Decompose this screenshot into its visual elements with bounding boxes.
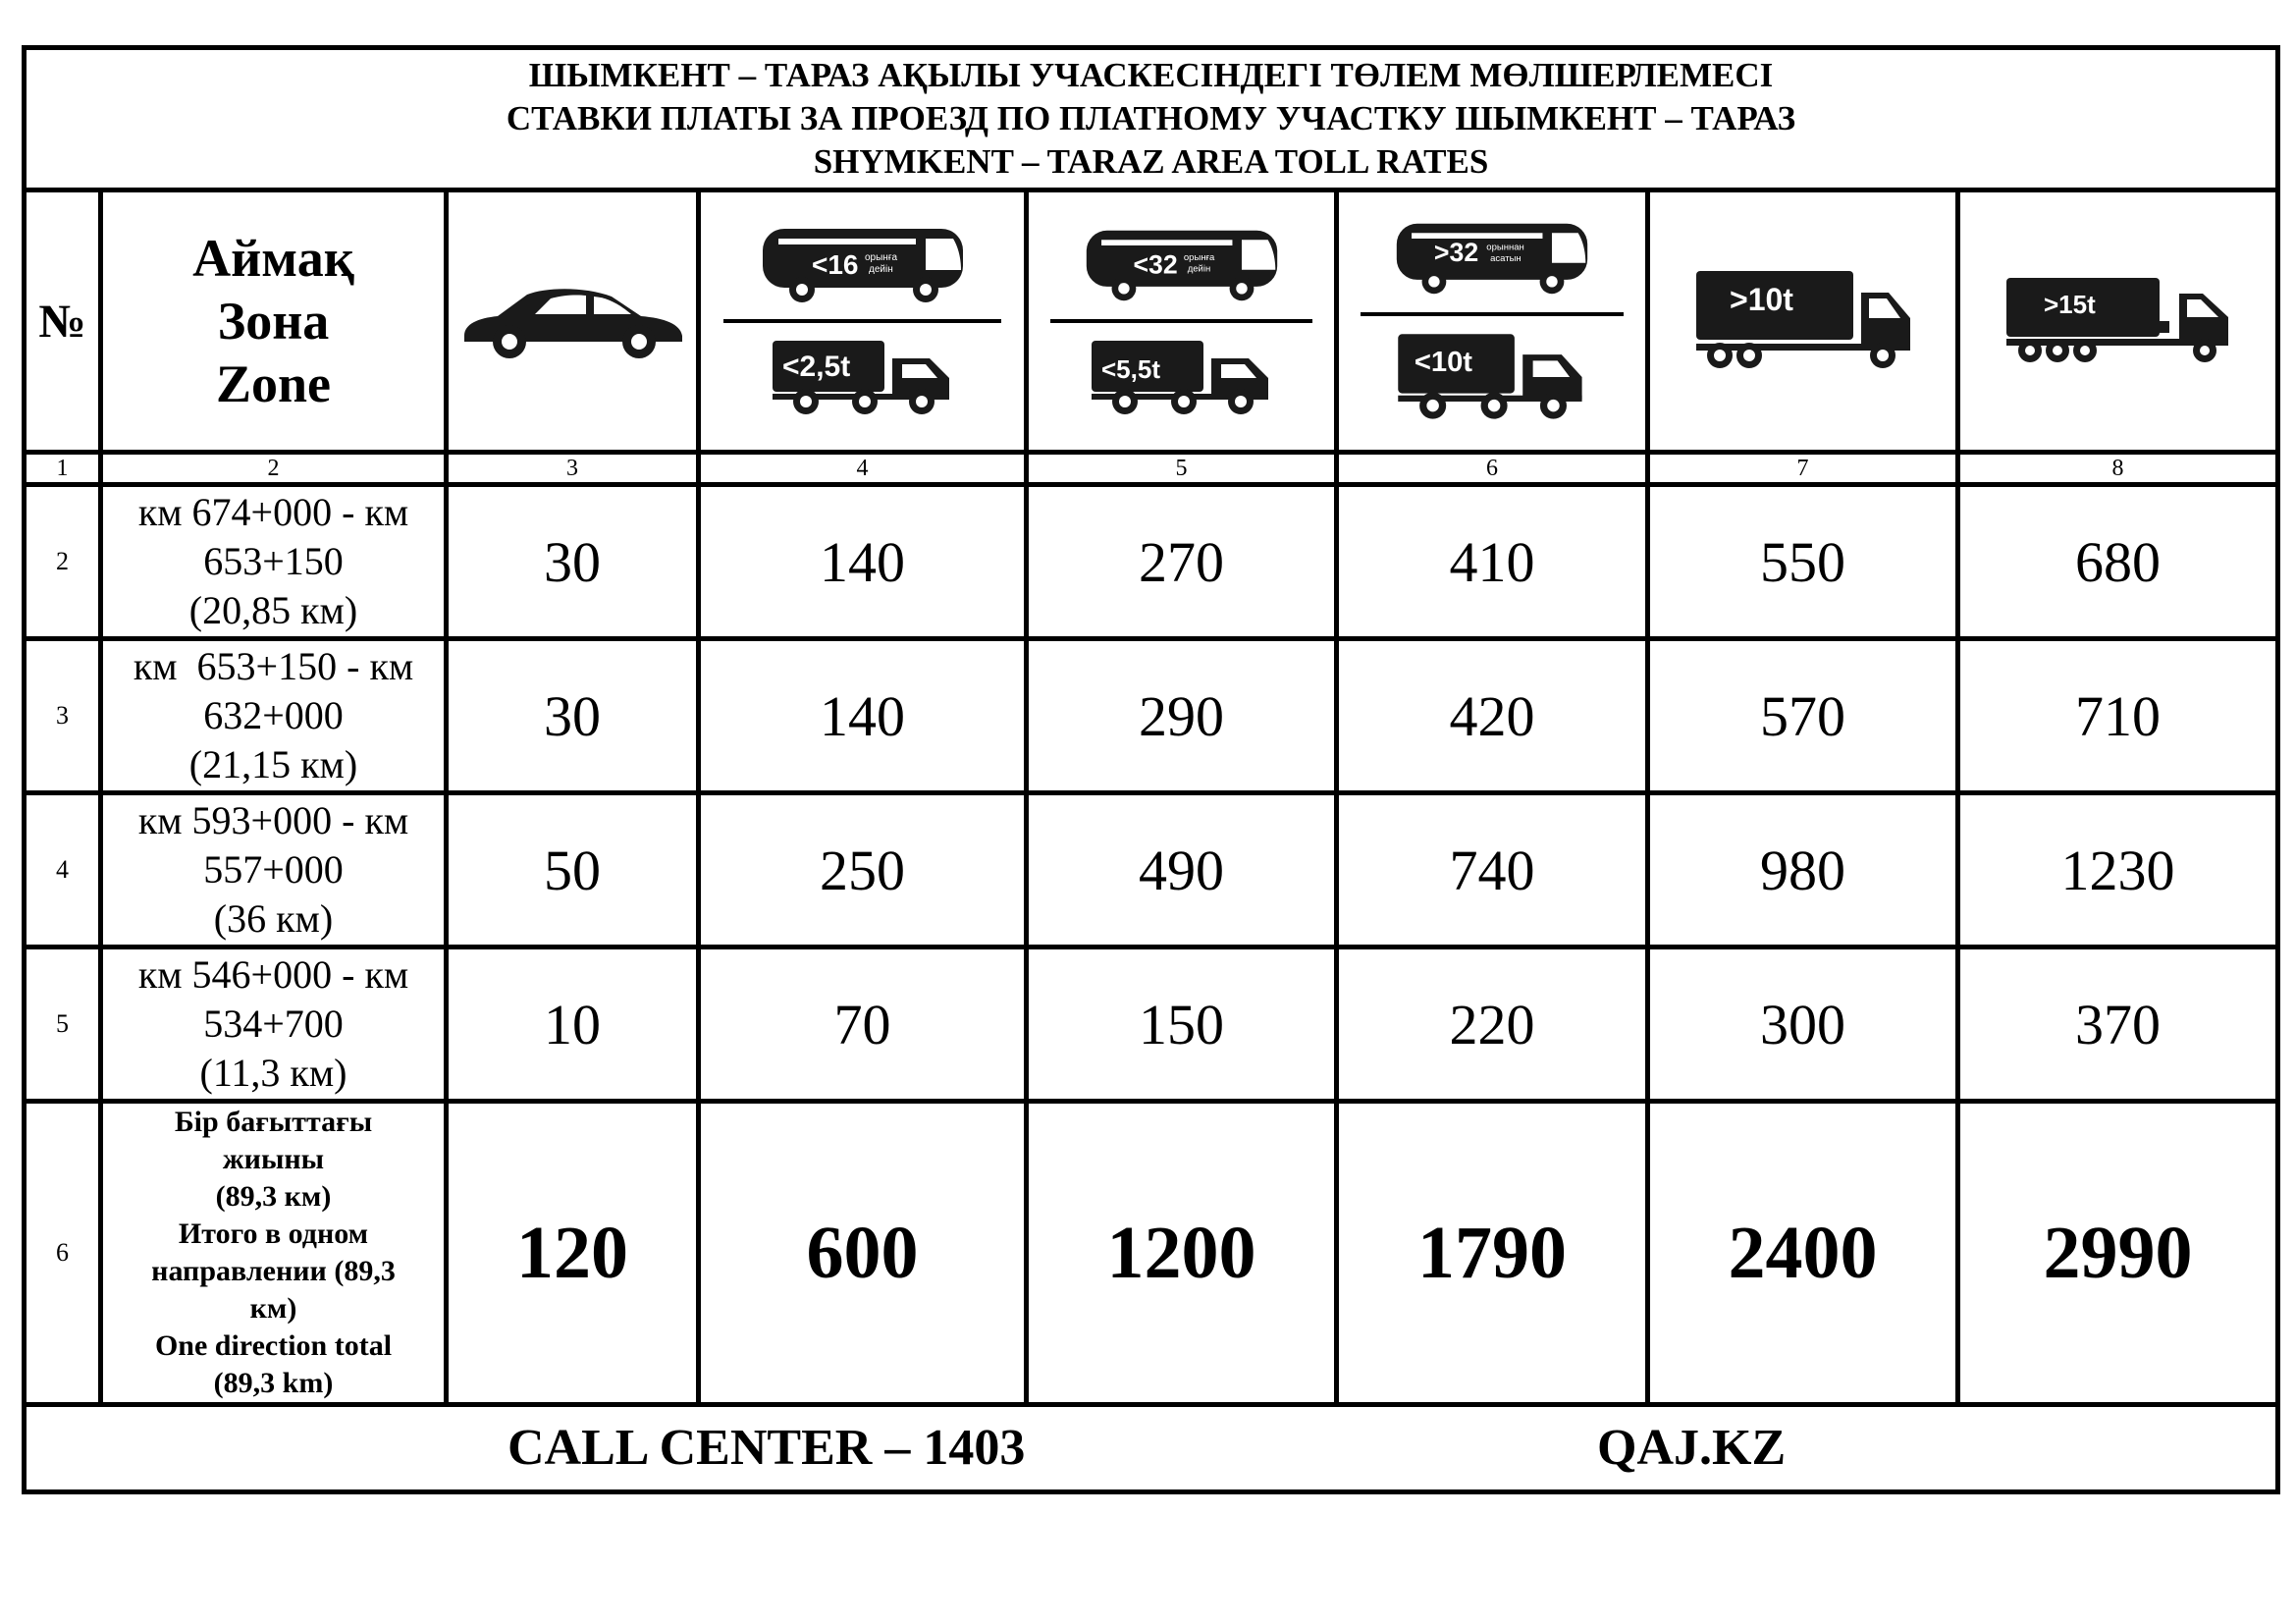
truck-icon bbox=[1690, 267, 1916, 375]
zone-cell bbox=[101, 639, 447, 793]
total-label-line: км) bbox=[249, 1292, 297, 1325]
total-label-line: направлении (89,3 bbox=[151, 1255, 396, 1287]
column-index: 6 bbox=[1337, 453, 1648, 485]
column-index: 5 bbox=[1027, 453, 1337, 485]
rate-cell: 410 bbox=[1337, 485, 1648, 639]
truck-icon bbox=[1392, 330, 1592, 424]
total-row bbox=[25, 1102, 2278, 1405]
truck-icon bbox=[767, 337, 959, 417]
zone-line: 534+700 bbox=[203, 1001, 344, 1046]
rate-cell: 140 bbox=[699, 485, 1027, 639]
total-cell: 2400 bbox=[1648, 1102, 1958, 1405]
zone-line: км 653+150 - км bbox=[133, 644, 414, 688]
truck-icon bbox=[1074, 337, 1290, 417]
rate-cell: 70 bbox=[699, 947, 1027, 1102]
truck-weight-label: >10t bbox=[1729, 282, 1793, 317]
truck-weight-label: <5,5t bbox=[1100, 354, 1160, 384]
zone-line: (36 км) bbox=[213, 896, 334, 941]
table-row bbox=[25, 485, 2278, 639]
row-number: 4 bbox=[25, 793, 101, 947]
total-label bbox=[101, 1102, 447, 1405]
zone-line: 557+000 bbox=[203, 847, 344, 892]
car-icon bbox=[458, 281, 686, 361]
truck-icon bbox=[2001, 274, 2236, 368]
rate-cell: 570 bbox=[1648, 639, 1958, 793]
table-row bbox=[25, 639, 2278, 793]
bus-capacity-sub1: орынға bbox=[1183, 252, 1214, 264]
row-number: 3 bbox=[25, 639, 101, 793]
bus-capacity-sub2: асатын bbox=[1490, 252, 1522, 264]
toll-rates-sheet bbox=[22, 45, 2275, 1530]
table-title bbox=[25, 48, 2278, 190]
rate-cell: 150 bbox=[1027, 947, 1337, 1102]
bus-icon bbox=[1393, 218, 1591, 298]
table-row bbox=[25, 947, 2278, 1102]
title-en: SHYMKENT – TARAZ AREA TOLL RATES bbox=[813, 142, 1489, 181]
zone-line: км 546+000 - км bbox=[137, 952, 409, 997]
total-cell: 600 bbox=[699, 1102, 1027, 1405]
zone-header-ru: Зона bbox=[217, 292, 330, 351]
column-index: 8 bbox=[1958, 453, 2278, 485]
column-index: 2 bbox=[101, 453, 447, 485]
call-center: CALL CENTER – 1403 bbox=[507, 1420, 1026, 1476]
truck-over-15t-header bbox=[1958, 190, 2278, 453]
car-column-header bbox=[447, 190, 699, 453]
number-header: № bbox=[25, 190, 101, 453]
rate-cell: 420 bbox=[1337, 639, 1648, 793]
total-cell: 2990 bbox=[1958, 1102, 2278, 1405]
row-number: 6 bbox=[25, 1102, 101, 1405]
toll-rates-table bbox=[22, 45, 2280, 1494]
bus-capacity-sub1: орынға bbox=[864, 252, 897, 263]
row-number: 2 bbox=[25, 485, 101, 639]
bus-32-truck-5-5t-header bbox=[1027, 190, 1337, 453]
rate-cell: 290 bbox=[1027, 639, 1337, 793]
bus-capacity-sub1: орыннан bbox=[1486, 242, 1524, 253]
rate-cell: 550 bbox=[1648, 485, 1958, 639]
rate-cell: 250 bbox=[699, 793, 1027, 947]
vehicle-divider bbox=[1361, 312, 1624, 316]
bus-capacity-label: >32 bbox=[1433, 237, 1479, 267]
truck-over-10t-header bbox=[1648, 190, 1958, 453]
truck-weight-label: <2,5t bbox=[781, 351, 850, 383]
zone-line: км 593+000 - км bbox=[137, 798, 409, 842]
total-label-line: One direction total bbox=[154, 1329, 393, 1362]
column-index-row bbox=[25, 453, 2278, 485]
rate-cell: 680 bbox=[1958, 485, 2278, 639]
bus-capacity-sub2: дейін bbox=[868, 264, 893, 275]
header-row bbox=[25, 190, 2278, 453]
rate-cell: 1230 bbox=[1958, 793, 2278, 947]
zone-header bbox=[101, 190, 447, 453]
truck-weight-label: >15t bbox=[2043, 290, 2096, 319]
bus-over-32-truck-10t-header bbox=[1337, 190, 1648, 453]
zone-cell bbox=[101, 793, 447, 947]
rate-cell: 710 bbox=[1958, 639, 2278, 793]
zone-line: км 674+000 - км bbox=[137, 490, 409, 534]
bus-16-truck-2-5t-header bbox=[699, 190, 1027, 453]
rate-cell: 30 bbox=[447, 485, 699, 639]
total-label-line: (89,3 km) bbox=[213, 1367, 334, 1399]
total-cell: 1200 bbox=[1027, 1102, 1337, 1405]
website: QAJ.KZ bbox=[1597, 1420, 1787, 1476]
zone-header-en: Zone bbox=[215, 354, 332, 413]
zone-header-kz: Аймақ bbox=[192, 229, 354, 288]
vehicle-divider bbox=[1050, 319, 1312, 323]
zone-cell bbox=[101, 485, 447, 639]
zone-cell bbox=[101, 947, 447, 1102]
row-number: 5 bbox=[25, 947, 101, 1102]
footer bbox=[25, 1405, 2278, 1492]
total-label-line: Бір бағыттағы bbox=[174, 1106, 373, 1138]
rate-cell: 270 bbox=[1027, 485, 1337, 639]
table-row bbox=[25, 793, 2278, 947]
column-index: 3 bbox=[447, 453, 699, 485]
rate-cell: 30 bbox=[447, 639, 699, 793]
zone-line: 632+000 bbox=[203, 693, 344, 737]
total-label-line: Итого в одном bbox=[178, 1218, 369, 1250]
column-index: 1 bbox=[25, 453, 101, 485]
title-kz: ШЫМКЕНТ – ТАРАЗ АҚЫЛЫ УЧАСКЕСІНДЕГІ ТӨЛЕМ МӨЛШЕРЛЕМЕСІ bbox=[528, 56, 1774, 94]
total-cell: 1790 bbox=[1337, 1102, 1648, 1405]
rate-cell: 10 bbox=[447, 947, 699, 1102]
rate-cell: 140 bbox=[699, 639, 1027, 793]
zone-line: 653+150 bbox=[203, 539, 344, 583]
zone-line: (21,15 км) bbox=[188, 742, 358, 786]
rate-cell: 980 bbox=[1648, 793, 1958, 947]
truck-weight-label: <10t bbox=[1414, 346, 1473, 378]
title-ru: СТАВКИ ПЛАТЫ ЗА ПРОЕЗД ПО ПЛАТНОМУ УЧАСТКУ ШЫМКЕНТ – ТАРАЗ bbox=[506, 99, 1796, 137]
vehicle-divider bbox=[723, 319, 1001, 323]
column-index: 7 bbox=[1648, 453, 1958, 485]
zone-line: (11,3 км) bbox=[199, 1051, 347, 1095]
bus-icon bbox=[759, 225, 967, 305]
bus-capacity-label: <32 bbox=[1132, 249, 1178, 280]
total-cell: 120 bbox=[447, 1102, 699, 1405]
column-index: 4 bbox=[699, 453, 1027, 485]
rate-cell: 300 bbox=[1648, 947, 1958, 1102]
bus-capacity-sub2: дейін bbox=[1187, 263, 1210, 275]
total-label-line: жиыны bbox=[222, 1143, 325, 1175]
rate-cell: 490 bbox=[1027, 793, 1337, 947]
rate-cell: 370 bbox=[1958, 947, 2278, 1102]
rate-cell: 220 bbox=[1337, 947, 1648, 1102]
bus-capacity-label: <16 bbox=[811, 249, 858, 280]
zone-line: (20,85 км) bbox=[188, 588, 358, 632]
rate-cell: 50 bbox=[447, 793, 699, 947]
rate-cell: 740 bbox=[1337, 793, 1648, 947]
bus-icon bbox=[1083, 225, 1281, 305]
total-label-line: (89,3 км) bbox=[215, 1180, 332, 1213]
